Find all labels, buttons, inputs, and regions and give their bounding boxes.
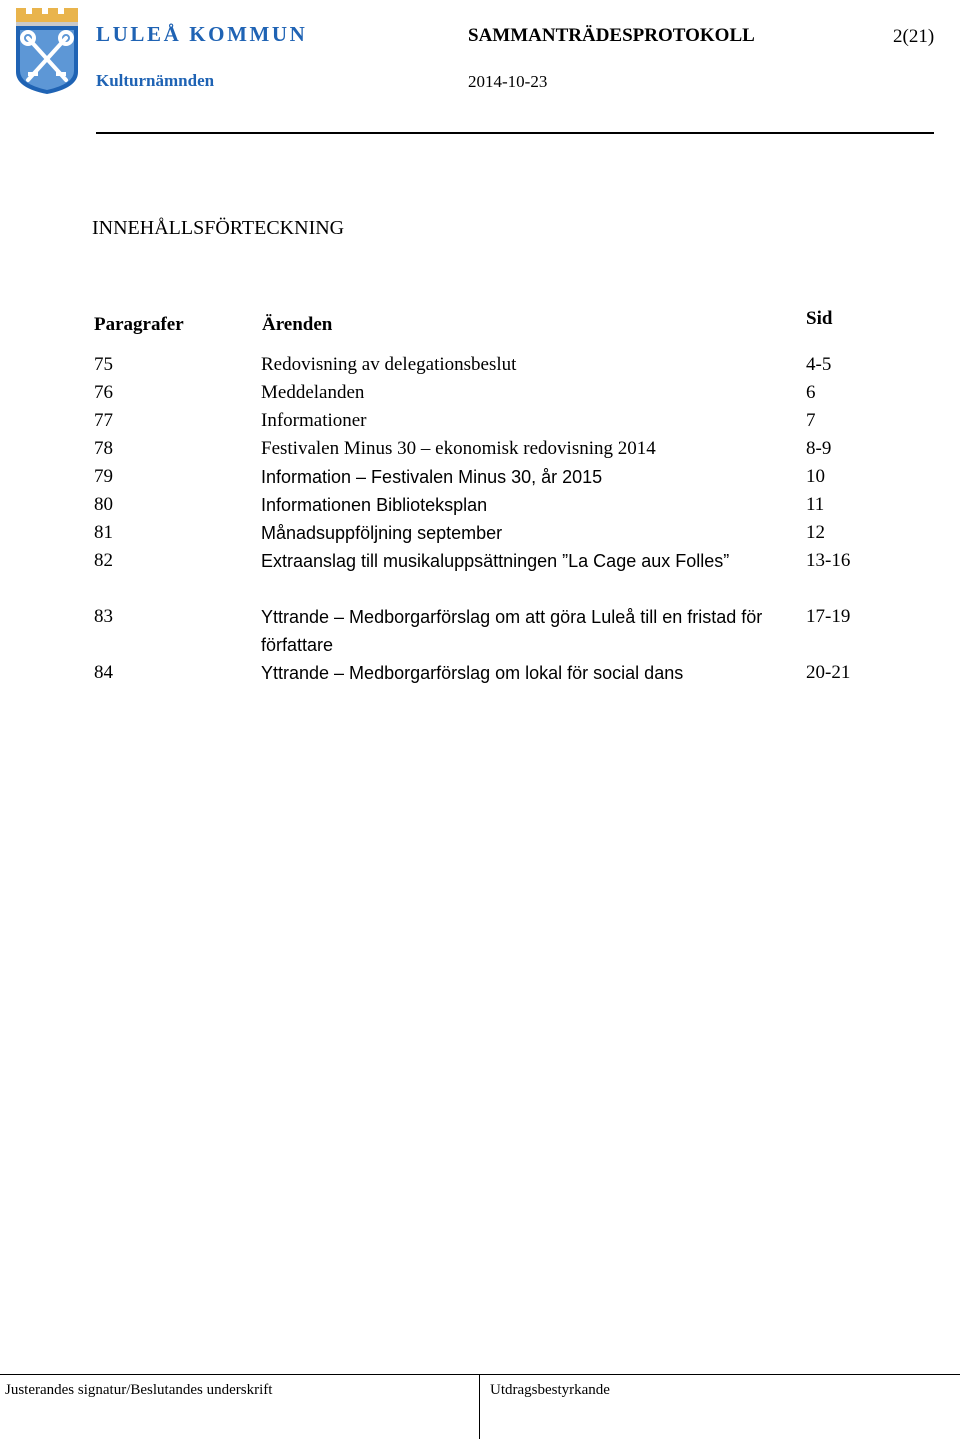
row-number: 80 bbox=[94, 494, 113, 515]
footer-divider bbox=[0, 1374, 960, 1375]
row-pages: 12 bbox=[806, 522, 825, 543]
row-title: Meddelanden bbox=[261, 382, 365, 403]
row-pages: 11 bbox=[806, 494, 825, 515]
row-title: Informationen Biblioteksplan bbox=[261, 495, 488, 515]
row-pages: 13-16 bbox=[806, 550, 851, 571]
row-title: Festivalen Minus 30 – ekonomisk redovisning 2014 bbox=[261, 438, 656, 459]
row-number: 76 bbox=[94, 382, 113, 403]
row-number: 83 bbox=[94, 606, 113, 627]
row-number: 79 bbox=[94, 466, 113, 487]
row-title: Redovisning av delegationsbeslut bbox=[261, 354, 517, 375]
extract-certification-label: Utdragsbestyrkande bbox=[490, 1382, 610, 1398]
lulea-coat-of-arms-logo bbox=[12, 4, 82, 96]
row-title: Yttrande – Medborgarförslag om lokal för social dans bbox=[261, 663, 684, 683]
column-header-paragraph: Paragrafer bbox=[94, 314, 184, 335]
committee-name: Kulturnämnden bbox=[96, 71, 215, 90]
row-pages: 10 bbox=[806, 466, 825, 487]
page-number: 2(21) bbox=[893, 26, 935, 47]
organization-name: LULEÅ KOMMUN bbox=[96, 22, 308, 46]
footer-column-divider bbox=[479, 1374, 480, 1439]
row-pages: 20-21 bbox=[806, 662, 851, 683]
row-title: Månadsuppföljning september bbox=[261, 523, 503, 543]
row-number: 77 bbox=[94, 410, 113, 431]
row-title: Extraanslag till musikaluppsättningen ”La Cage aux Folles” bbox=[261, 551, 730, 571]
row-title: Information – Festivalen Minus 30, år 2015 bbox=[261, 467, 603, 487]
signature-label: Justerandes signatur/Beslutandes underskrift bbox=[5, 1382, 273, 1398]
row-title: Informationer bbox=[261, 410, 367, 431]
header-divider bbox=[96, 132, 934, 134]
row-title: Yttrande – Medborgarförslag om att göra Luleå till en fristad för författare bbox=[261, 607, 763, 655]
row-pages: 4-5 bbox=[806, 354, 832, 375]
document-type: SAMMANTRÄDESPROTOKOLL bbox=[468, 25, 755, 46]
row-pages: 6 bbox=[806, 382, 816, 403]
row-number: 75 bbox=[94, 354, 113, 375]
row-pages: 8-9 bbox=[806, 438, 832, 459]
toc-title: INNEHÅLLSFÖRTECKNING bbox=[92, 217, 345, 239]
meeting-date: 2014-10-23 bbox=[468, 72, 548, 91]
row-pages: 7 bbox=[806, 410, 816, 431]
column-header-page: Sid bbox=[806, 308, 833, 329]
row-number: 81 bbox=[94, 522, 113, 543]
row-number: 82 bbox=[94, 550, 113, 571]
row-pages: 17-19 bbox=[806, 606, 851, 627]
column-header-matter: Ärenden bbox=[262, 314, 333, 335]
row-number: 78 bbox=[94, 438, 113, 459]
row-number: 84 bbox=[94, 662, 113, 683]
